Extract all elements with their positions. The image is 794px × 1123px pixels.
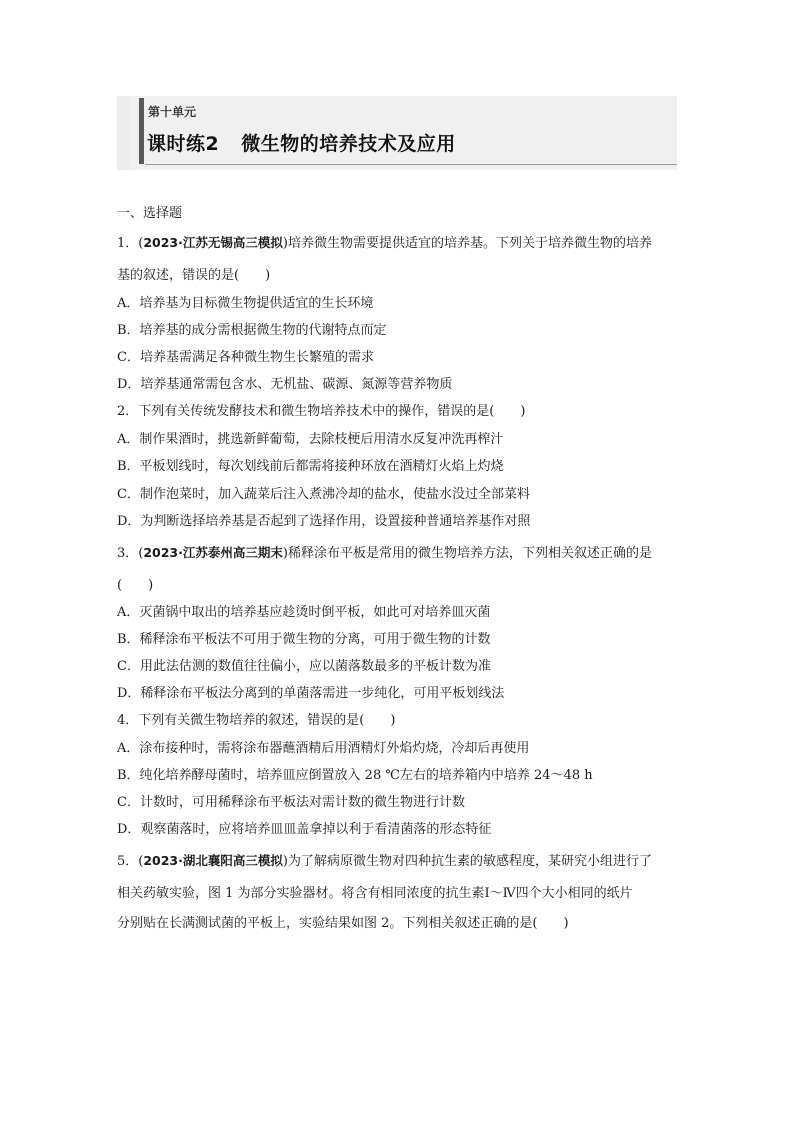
question-4-option-a: A．涂布接种时，需将涂布器蘸酒精后用酒精灯外焰灼烧，冷却后再使用	[117, 741, 530, 756]
question-2-option-b: B．平板划线时，每次划线前后都需将接种环放在酒精灯火焰上灼烧	[117, 459, 504, 474]
question-1-stem: 1．(2023·江苏无锡高三模拟)培养微生物需要提供适宜的培养基。下列关于培养微生物的培养	[117, 235, 652, 251]
question-2-option-a: A．制作果酒时，挑选新鲜葡萄，去除枝梗后用清水反复冲洗再榨汁	[117, 432, 504, 447]
question-5-stem: 5．(2023·湖北襄阳高三模拟)为了解病原微生物对四种抗生素的敏感程度，某研究小组进行了	[117, 853, 652, 869]
page-title	[147, 129, 456, 156]
section-heading: 一、选择题	[117, 206, 183, 221]
question-2-stem: 2．下列有关传统发酵技术和微生物培养技术中的操作，错误的是( )	[117, 404, 526, 419]
question-3-option-d: D．稀释涂布平板法分离到的单菌落需进一步纯化，可用平板划线法	[117, 686, 505, 701]
header-accent-bar	[139, 98, 144, 164]
question-3-stem: 3．(2023·江苏泰州高三期末)稀释涂布平板是常用的微生物培养方法，下列相关叙述正确的是	[117, 545, 652, 561]
question-1-source: 2023·江苏无锡高三模拟	[143, 235, 283, 250]
lesson-name: 微生物的培养技术及应用	[241, 133, 456, 155]
question-3-option-b: B．稀释涂布平板法不可用于微生物的分离，可用于微生物的计数	[117, 632, 491, 647]
header-side-bar	[117, 96, 130, 170]
lesson-number: 课时练2	[147, 133, 220, 155]
question-2-option-d: D．为判断选择培养基是否起到了选择作用，设置接种普通培养基作对照	[117, 514, 531, 529]
question-1-option-b: B．培养基的成分需根据微生物的代谢特点而定	[117, 323, 387, 338]
question-3-option-c: C．用此法估测的数值往往偏小，应以菌落数最多的平板计数为准	[117, 659, 491, 674]
question-4-option-c: C．计数时，可用稀释涂布平板法对需计数的微生物进行计数	[117, 795, 465, 810]
question-4-option-d: D．观察菌落时，应将培养皿皿盖拿掉以利于看清菌落的形态特征	[117, 822, 492, 837]
question-5-stem-cont-1: 相关药敏实验，图 1 为部分实验器材。将含有相同浓度的抗生素Ⅰ～Ⅳ四个大小相同的纸片	[117, 886, 633, 901]
question-2-option-c: C．制作泡菜时，加入蔬菜后注入煮沸冷却的盐水，使盐水没过全部菜料	[117, 487, 530, 502]
question-5-stem-cont-2: 分别贴在长满测试菌的平板上，实验结果如图 2。下列相关叙述正确的是( )	[117, 916, 569, 931]
header-divider	[145, 164, 677, 165]
question-1-option-c: C．培养基需满足各种微生物生长繁殖的需求	[117, 350, 374, 365]
question-1-option-d: D．培养基通常需包含水、无机盐、碳源、氮源等营养物质	[117, 377, 453, 392]
question-1-option-a: A．培养基为目标微生物提供适宜的生长环境	[117, 296, 374, 311]
question-4-option-b: B．纯化培养酵母菌时，培养皿应倒置放入 28 ℃左右的培养箱内中培养 24～48 h	[117, 768, 593, 783]
question-1-stem-cont: 基的叙述，错误的是( )	[117, 268, 271, 283]
question-5-source: 2023·湖北襄阳高三模拟	[143, 853, 283, 868]
question-3-stem-cont: ( )	[117, 578, 154, 593]
question-3-source: 2023·江苏泰州高三期末	[143, 545, 283, 560]
question-3-option-a: A．灭菌锅中取出的培养基应趁烫时倒平板，如此可对培养皿灭菌	[117, 605, 491, 620]
question-4-stem: 4．下列有关微生物培养的叙述，错误的是( )	[117, 713, 396, 728]
unit-label: 第十单元	[148, 105, 197, 119]
